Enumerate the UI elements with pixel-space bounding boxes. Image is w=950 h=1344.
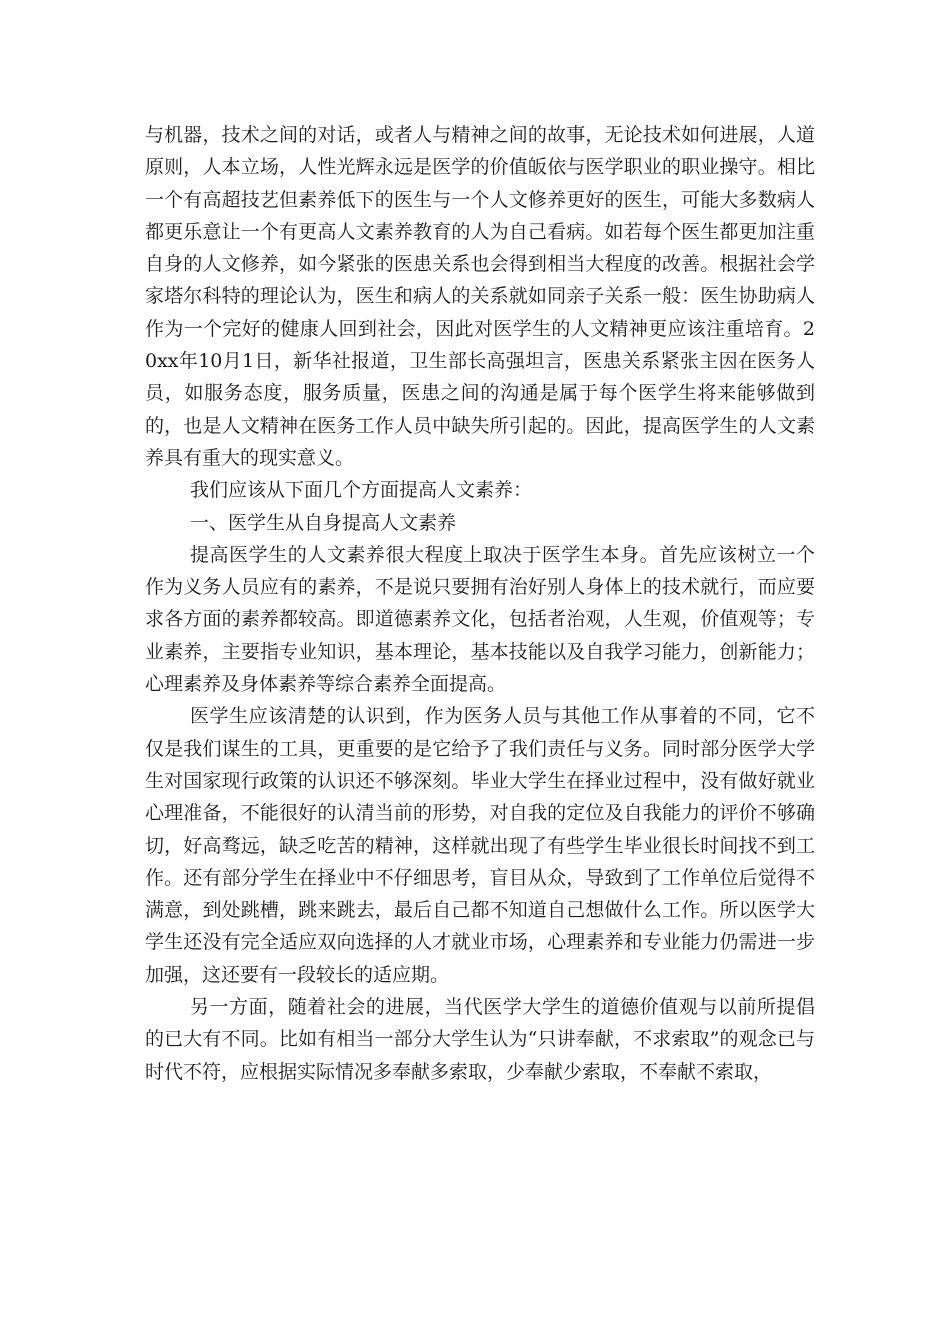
paragraph-continuation: 与机器，技术之间的对话，或者人与精神之间的故事，无论技术如何进展，人道原则，人本立场，人性光辉永远是医学的价值皈依与医学职业的职业操守。相比一个有高超技艺但素养低下的医生与一个人文修养更好的医生，可能大多数病人都更乐意让一个有更高人文素养教育的人为自己看病。如若每个医生都更加注重自身的人文修养，如今紧张的医患关系也会得到相当大程度的改善。根据社会学家塔尔科特的理论认为，医生和病人的关系就如同亲子关系一般：医生协助病人作为一个完好的健康人回到社会，因此对医学生的人文精神更应该注重培育。20xx年10月1日，新华社报道，卫生部长高强坦言，医患关系紧张主因在医务人员，如服务态度，服务质量，医患之间的沟通是属于每个医学生将来能够做到的，也是人文精神在医务工作人员中缺失所引起的。因此，提高医学生的人文素养具有重大的现实意义。 xyxy=(145,124,815,469)
paragraph-values: 另一方面，随着社会的进展，当代医学大学生的道德价值观与以前所提倡的已大有不同。比如有相当一部分大学生认为“只讲奉献，不求索取”的观念已与时代不符，应根据实际情况多奉献多索取，少奉献少索取，不奉献不索取， xyxy=(145,996,815,1083)
paragraph-intro-list: 我们应该从下面几个方面提高人文素养： xyxy=(190,479,533,502)
paragraph-self-improvement: 提高医学生的人文素养很大程度上取决于医学生本身。首先应该树立一个作为义务人员应有的素养，不是说只要拥有治好别人身体上的技术就行，而应要求各方面的素养都较高。即道德素养文化，包括者治观，人生观，价值观等；专业素养，主要指专业知识，基本理论，基本技能以及自我学习能力，创新能力；心理素养及身体素养等综合素养全面提高。 xyxy=(145,543,815,696)
document-body xyxy=(145,119,815,1088)
paragraph-awareness: 医学生应该清楚的认识到，作为医务人员与其他工作从事着的不同，它不仅是我们谋生的工具，更重要的是它给予了我们责任与义务。同时部分医学大学生对国家现行政策的认识还不够深刻。毕业大学生在择业过程中，没有做好就业心理准备，不能很好的认清当前的形势，对自我的定位及自我能力的评价不够确切，好高骛远，缺乏吃苦的精神，这样就出现了有些学生毕业很长时间找不到工作。还有部分学生在择业中不仔细思考，盲目从众，导致到了工作单位后觉得不满意，到处跳槽，跳来跳去，最后自己都不知道自己想做什么工作。所以医学大学生还没有完全适应双向选择的人才就业市场，心理素养和专业能力仍需进一步加强，这还要有一段较长的适应期。 xyxy=(145,705,815,986)
section-heading-1: 一、医学生从自身提高人文素养 xyxy=(190,511,457,534)
